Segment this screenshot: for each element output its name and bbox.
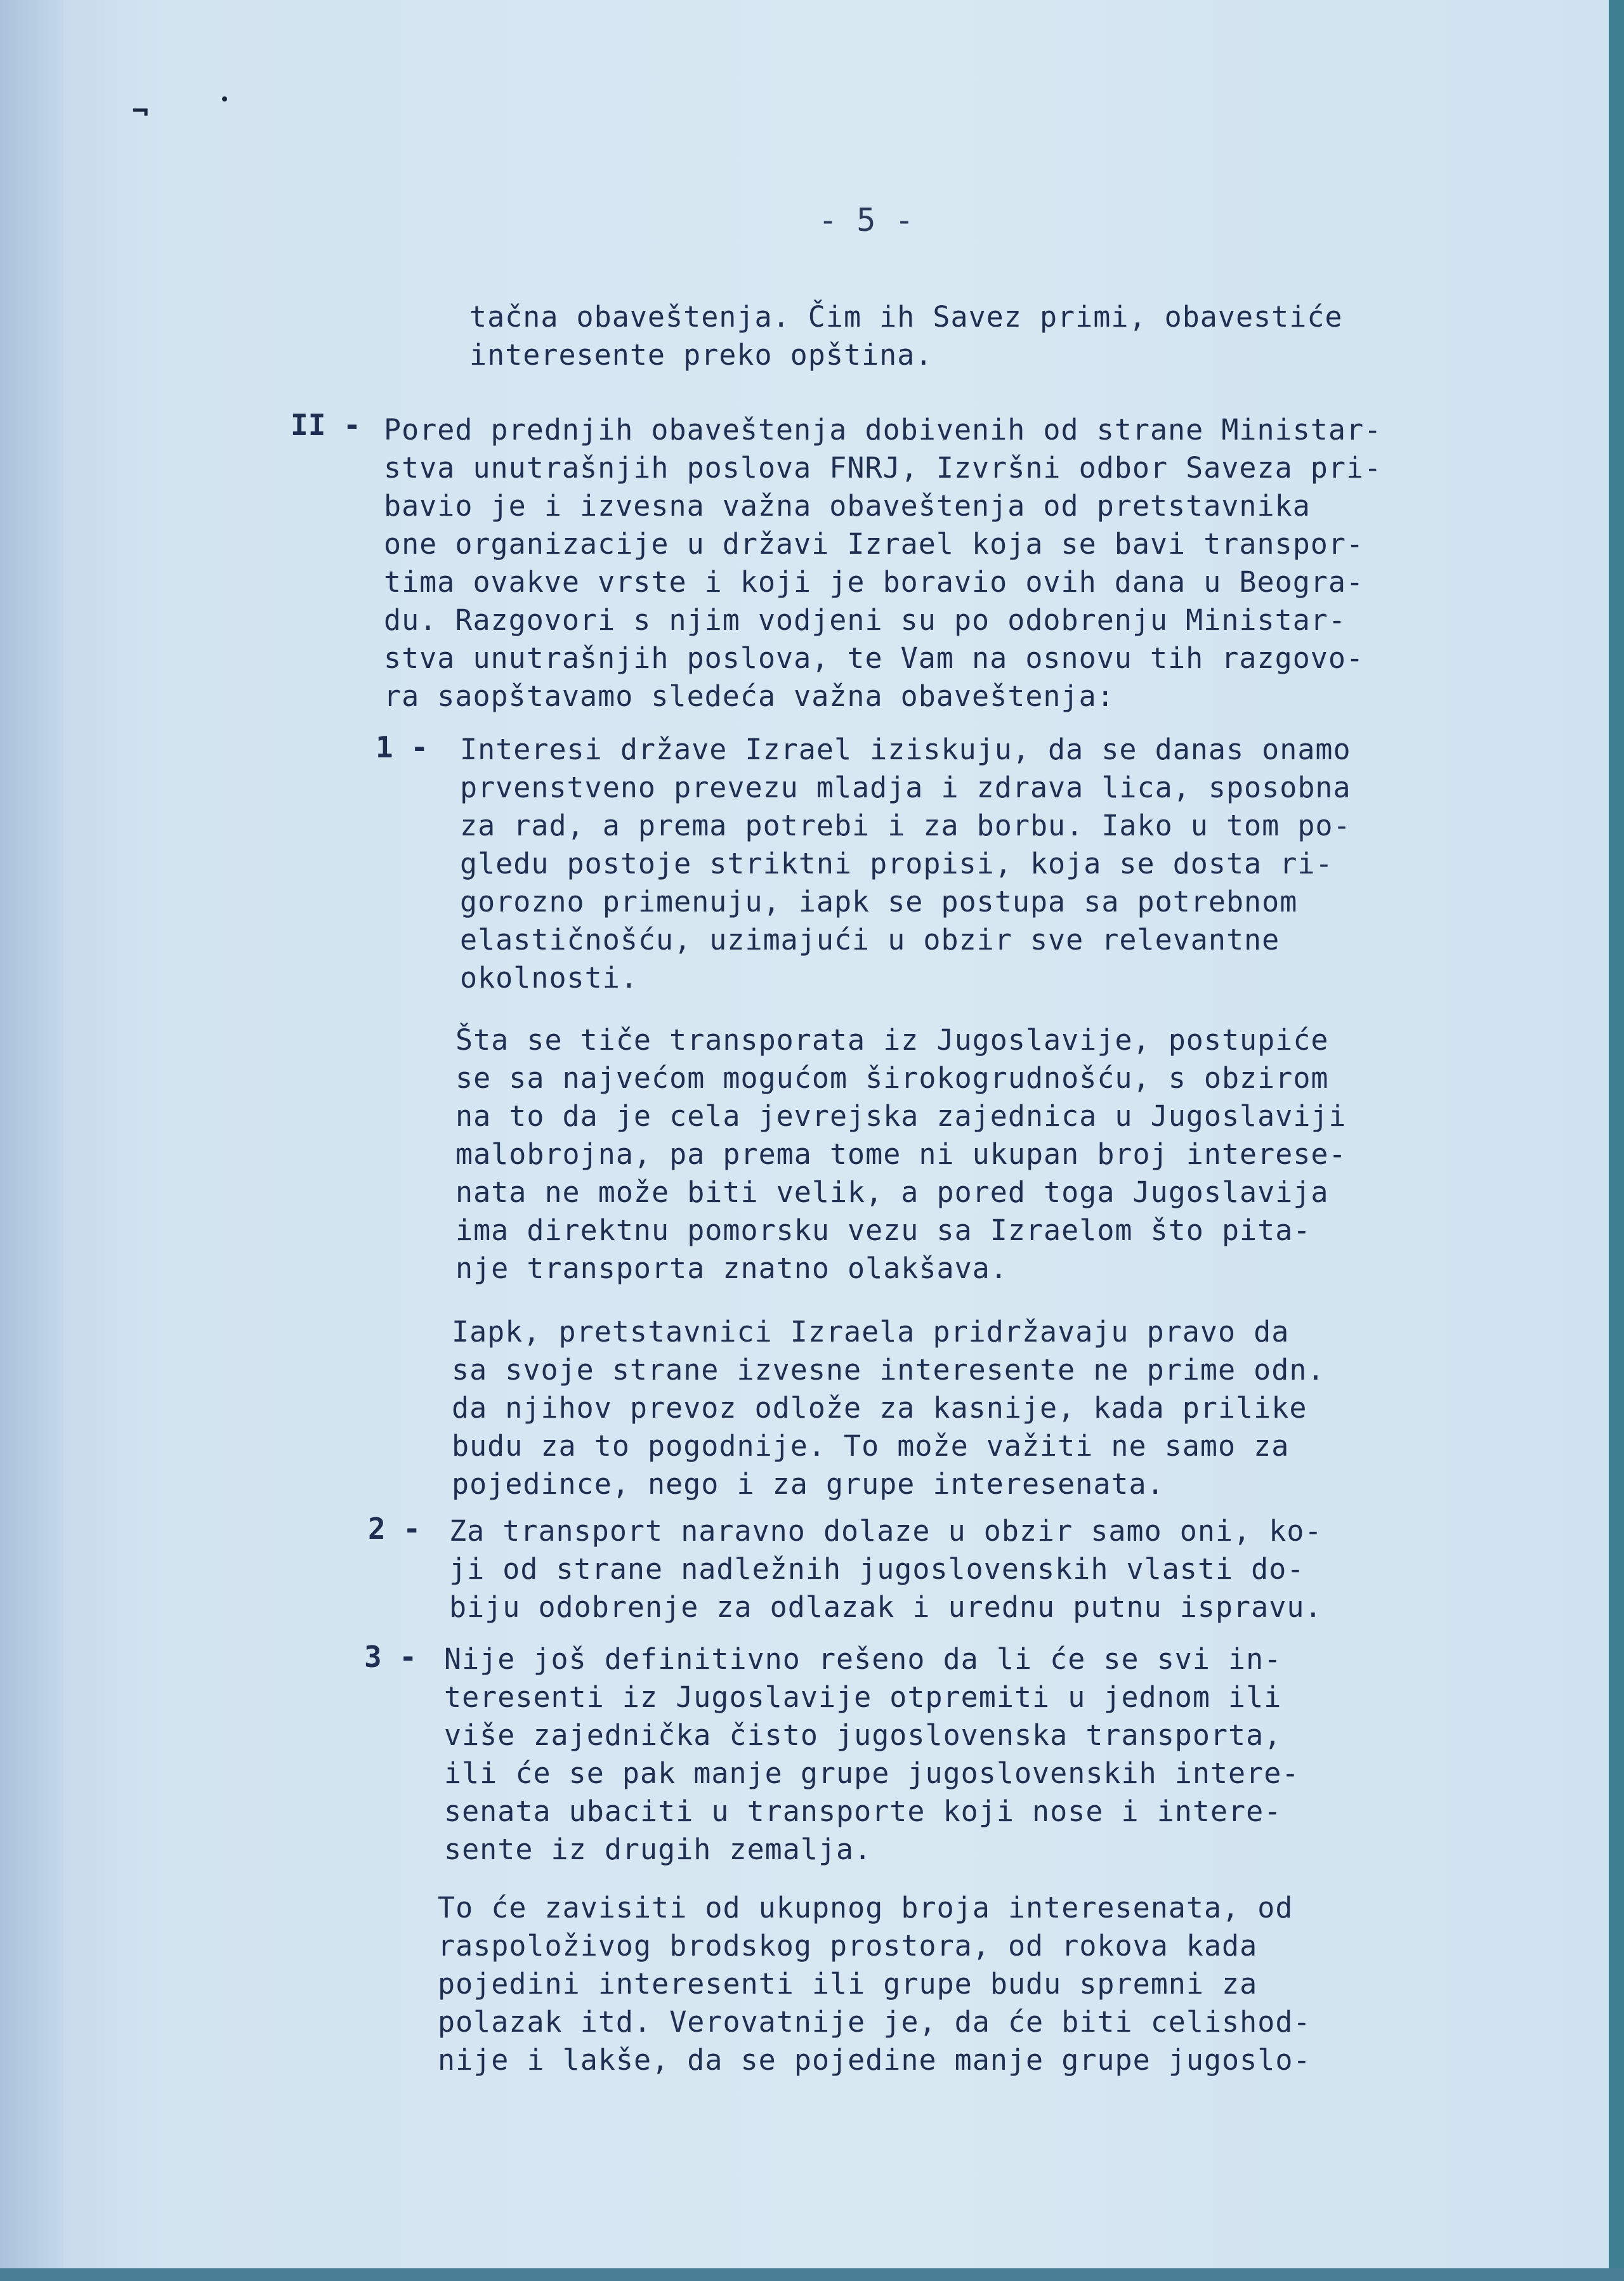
text-line: sente iz drugih zemalja. [444, 1833, 872, 1866]
text-line: za rad, a prema potrebi i za borbu. Iako u tom po- [460, 809, 1351, 842]
text-line: malobrojna, pa prema tome ni ukupan broj interese- [455, 1137, 1347, 1171]
text-line: interesente preko opština. [469, 338, 933, 372]
text-line: Šta se tiče transporata iz Jugoslavije, postupiće [455, 1023, 1329, 1057]
item-label: 1 - [376, 730, 429, 764]
text-line: prvenstveno prevezu mladja i zdrava lica, sposobna [460, 771, 1351, 804]
text-line: tima ovakve vrste i koji je boravio ovih dana u Beogra- [384, 565, 1365, 599]
text-line: polazak itd. Verovatnije je, da će biti celishod- [438, 2005, 1311, 2039]
text-line: više zajednička čisto jugoslovenska transporta, [444, 1718, 1282, 1752]
scan-bottom-edge [0, 2268, 1624, 2281]
text-line: sa svoje strane izvesne interesente ne prime odn. [452, 1353, 1325, 1387]
text-line: ra saopštavamo sledeća važna obaveštenja: [384, 679, 1115, 713]
text-line: ji od strane nadležnih jugoslovenskih vlasti do- [449, 1552, 1305, 1586]
corner-mark: ¬ [132, 95, 149, 127]
text-line: tačna obaveštenja. Čim ih Savez primi, obavestiće [469, 300, 1343, 334]
text-line: gledu postoje striktni propisi, koja se dosta ri- [460, 847, 1333, 880]
text-line: one organizacije u državi Izrael koja se bavi transpor- [384, 527, 1365, 561]
text-line: teresenti iz Jugoslavije otpremiti u jednom ili [444, 1680, 1282, 1714]
section-label: II - [291, 408, 361, 442]
scan-right-edge [1609, 0, 1624, 2281]
text-line: elastičnošću, uzimajući u obzir sve relevantne [460, 923, 1280, 957]
text-line: stva unutrašnjih poslova FNRJ, Izvršni odbor Saveza pri- [384, 451, 1382, 485]
text-line: na to da je cela jevrejska zajednica u Jugoslaviji [455, 1099, 1347, 1133]
text-line: budu za to pogodnije. To može važiti ne samo za [452, 1429, 1290, 1463]
scan-left-edge [0, 0, 63, 2281]
text-line: gorozno primenuju, iapk se postupa sa potrebnom [460, 885, 1298, 918]
text-line: stva unutrašnjih poslova, te Vam na osnovu tih razgovo- [384, 641, 1365, 675]
text-line: bavio je i izvesna važna obaveštenja od pretstavnika [384, 489, 1311, 523]
text-line: To će zavisiti od ukupnog broja interesenata, od [438, 1891, 1293, 1925]
text-line: Pored prednjih obaveštenja dobivenih od strane Ministar- [384, 413, 1382, 447]
text-line: raspoloživog brodskog prostora, od rokova kada [438, 1929, 1258, 1963]
item-label: 3 - [364, 1640, 417, 1674]
page-number: - 5 - [818, 202, 914, 239]
text-line: Iapk, pretstavnici Izraela pridržavaju pravo da [452, 1315, 1290, 1349]
text-line: pojedince, nego i za grupe interesenata. [452, 1467, 1165, 1501]
text-line: nije i lakše, da se pojedine manje grupe jugoslo- [438, 2043, 1311, 2077]
text-line: pojedini interesenti ili grupe budu spremni za [438, 1967, 1258, 2001]
text-line: ima direktnu pomorsku vezu sa Izraelom što pita- [455, 1213, 1311, 1247]
text-line: okolnosti. [460, 961, 638, 995]
text-line: nje transporta znatno olakšava. [455, 1252, 1008, 1285]
text-line: senata ubaciti u transporte koji nose i intere- [444, 1794, 1282, 1828]
text-line: du. Razgovori s njim vodjeni su po odobrenju Ministar- [384, 603, 1346, 637]
text-line: ili će se pak manje grupe jugoslovenskih intere- [444, 1756, 1300, 1790]
text-line: da njihov prevoz odlože za kasnije, kada prilike [452, 1391, 1307, 1425]
item-label: 2 - [368, 1512, 421, 1546]
text-line: Za transport naravno dolaze u obzir samo oni, ko- [449, 1514, 1323, 1548]
text-line: Interesi države Izrael iziskuju, da se danas onamo [460, 733, 1351, 766]
text-line: se sa najvećom mogućom širokogrudnošću, s obzirom [455, 1061, 1329, 1095]
corner-dot [222, 96, 227, 101]
text-line: biju odobrenje za odlazak i urednu putnu ispravu. [449, 1590, 1323, 1624]
text-line: Nije još definitivno rešeno da li će se svi in- [444, 1642, 1282, 1676]
text-line: nata ne može biti velik, a pored toga Jugoslavija [455, 1175, 1329, 1209]
